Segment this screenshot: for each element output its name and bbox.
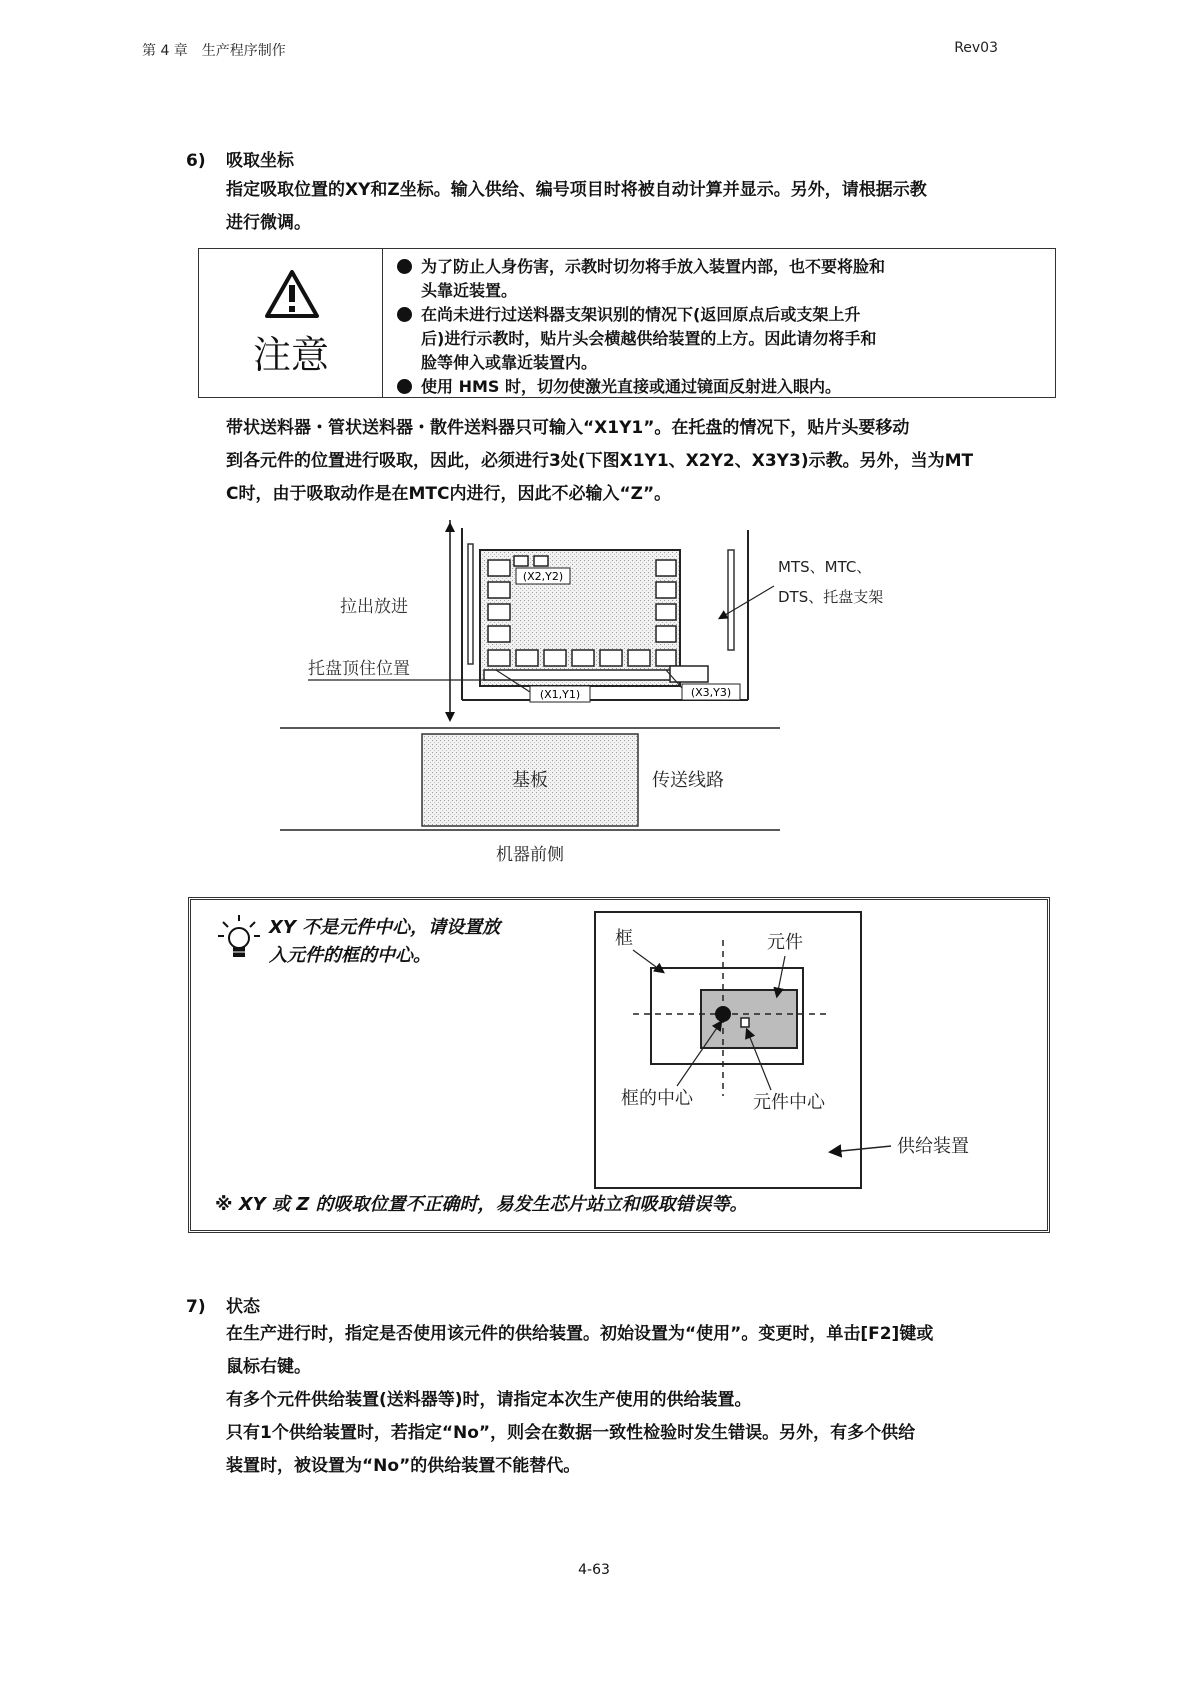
support-label-1: MTS、MTC、 [778,558,872,576]
section-6-intro [226,174,1086,240]
part-center-mark [741,1018,749,1027]
caution-label-cell [199,249,383,397]
caution-label: 注意 [252,333,329,377]
conveyor-label: 传送线路 [652,770,724,791]
arrow-head-icon [445,522,455,532]
machine-front-label: 机器前侧 [496,845,564,865]
tray-diagram [280,520,940,880]
caution-box [198,248,1056,398]
section-6-title: 吸取坐标 [226,151,294,171]
label-x1y1: (X1,Y1) [539,688,581,701]
frame-label: 框 [615,928,633,949]
frame-center-label: 框的中心 [621,1088,693,1109]
tray-position-label: 托盘顶住位置 [308,659,410,679]
part-label: 元件 [767,932,803,953]
caution-item: 为了防止人身伤害，示教时切勿将手放入装置内部，也不要将脸和 头靠近装置。 [395,255,1045,303]
section-7-heading [186,1292,260,1317]
feeder-label: 供给装置 [897,1136,969,1157]
frame-center-diagram [593,910,1053,1194]
section-7-number: 7) [186,1297,206,1317]
pull-label: 拉出放进 [340,597,408,617]
caution-item: 在尚未进行过送料器支架识别的情况下(返回原点后或支架上升 后)进行示教时，贴片头会横越供给装置的上方。因此请勿将手和 脸等伸入或靠近装置内。 [395,303,1045,375]
bullet-icon [397,307,412,322]
intro-line: 进行微调。 [226,213,311,233]
frame-center-dot [715,1006,731,1022]
page-number: 4-63 [578,1562,610,1578]
header-chapter: 第 4 章 生产程序制作 [142,43,286,59]
support-label-2: DTS、托盘支架 [778,588,884,606]
board-label: 基板 [512,770,548,791]
part-center-label: 元件中心 [753,1092,825,1113]
label-x2y2: (X2,Y2) [522,570,564,583]
tray-teaching-paragraph: 带状送料器・管状送料器・散件送料器只可输入“X1Y1”。在托盘的情况下，贴片头要移动 到各元件的位置进行吸取，因此，必须进行3处(下图X1Y1、X2Y2、X3Y3)示教。另外，当为MT C时，由于吸取动作是在MTC内进行，因此不必输入“Z”。 [226,418,974,504]
tip-text: XY 不是元件中心，请设置放 入元件的框的中心。 [269,917,501,966]
section-7-title: 状态 [226,1297,260,1317]
section-7-body: 在生产进行时，指定是否使用该元件的供给装置。初始设置为“使用”。变更时，单击[F2]键或 鼠标右键。 有多个元件供给装置(送料器等)时，请指定本次生产使用的供给装置。 只有1个供给装置时，若指定“No”，则会在数据一致性检验时发生错误。另外，有多个供给 装置时，被设置为“No”的供给装置不能替代。 [226,1324,934,1476]
tip-note: ※ XY 或 Z 的吸取位置不正确时，易发生芯片站立和吸取错误等。 [215,1194,748,1215]
warning-triangle-icon [264,269,320,319]
lightbulb-icon [217,914,261,962]
tip-box [188,897,1050,1233]
section-6-heading [186,146,294,171]
arrow-head-icon [445,712,455,722]
section-6-number: 6) [186,151,206,171]
caution-item: 使用 HMS 时，切勿使激光直接或通过镜面反射进入眼内。 [395,375,1045,399]
header-revision: Rev03 [954,40,998,56]
label-x3y3: (X3,Y3) [690,686,732,699]
intro-line: 指定吸取位置的XY和Z坐标。输入供给、编号项目时将被自动计算并显示。另外，请根据示教 [226,180,927,200]
bullet-icon [397,259,412,274]
bullet-icon [397,379,412,394]
caution-list [395,255,1045,399]
